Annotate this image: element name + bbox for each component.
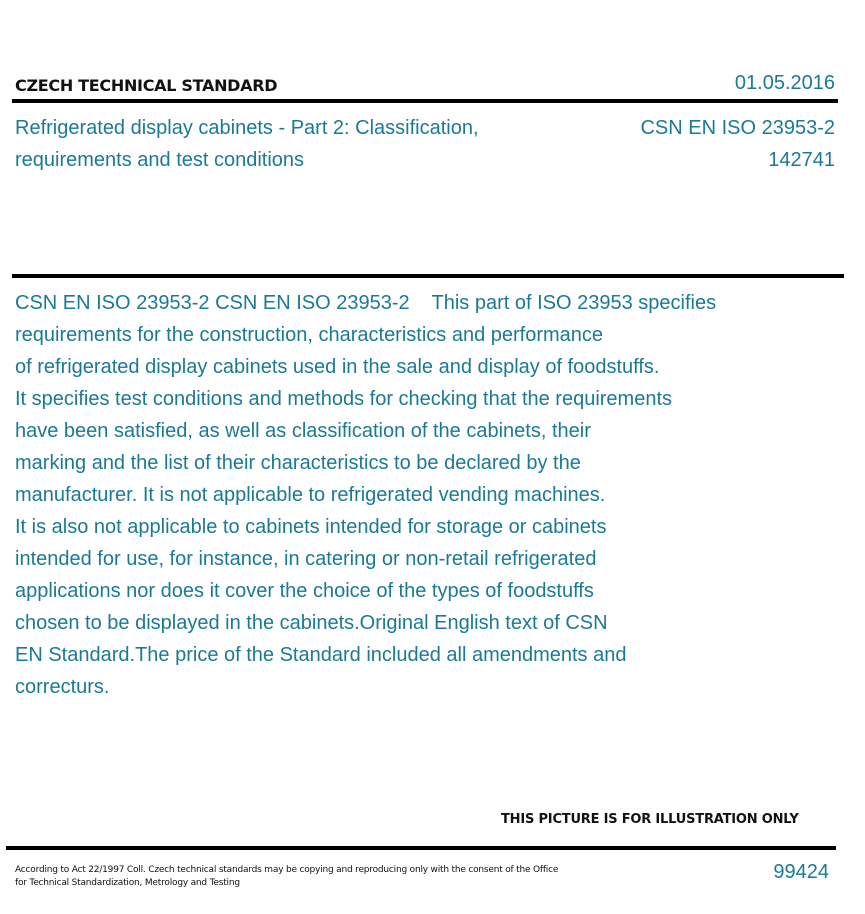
abstract-line: manufacturer. It is not applicable to refrigerated vending machines.	[15, 484, 606, 506]
abstract-line: chosen to be displayed in the cabinets.Original English text of CSN	[15, 612, 608, 634]
abstract-line: CSN EN ISO 23953-2 CSN EN ISO 23953-2 This part of ISO 23953 specifies	[15, 292, 717, 314]
legal-notice	[15, 864, 615, 890]
legal-notice-line: for Technical Standardization, Metrology and Testing	[15, 878, 240, 888]
abstract-line: intended for use, for instance, in catering or non-retail refrigerated	[15, 548, 597, 570]
standard-identifiers	[640, 112, 835, 176]
bottom-divider	[6, 846, 836, 850]
top-divider	[12, 99, 838, 103]
abstract-line: It is also not applicable to cabinets intended for storage or cabinets	[15, 516, 607, 538]
abstract-line: of refrigerated display cabinets used in the sale and display of foodstuffs.	[15, 356, 660, 378]
middle-divider	[12, 274, 844, 278]
abstract-line: marking and the list of their characteristics to be declared by the	[15, 452, 581, 474]
standard-code: CSN EN ISO 23953-2	[640, 117, 835, 139]
title-line: requirements and test conditions	[15, 149, 305, 171]
abstract-text	[15, 287, 795, 703]
document-number: 99424	[773, 861, 829, 883]
class-number: 142741	[768, 149, 835, 171]
abstract-line: It specifies test conditions and methods for checking that the requirements	[15, 388, 673, 410]
abstract-line: requirements for the construction, characteristics and performance	[15, 324, 604, 346]
title-line: Refrigerated display cabinets - Part 2: Classification,	[15, 117, 479, 139]
header-date: 01.05.2016	[734, 72, 835, 94]
illustration-notice: THIS PICTURE IS FOR ILLUSTRATION ONLY	[501, 812, 799, 827]
abstract-line: have been satisfied, as well as classification of the cabinets, their	[15, 420, 591, 442]
legal-notice-line: According to Act 22/1997 Coll. Czech technical standards may be copying and reproducing only with the consent of the Office	[15, 865, 559, 875]
abstract-line: EN Standard.The price of the Standard included all amendments and	[15, 644, 627, 666]
abstract-line: correcturs.	[15, 676, 110, 698]
header-label: CZECH TECHNICAL STANDARD	[15, 76, 278, 95]
abstract-line: applications nor does it cover the choice of the types of foodstuffs	[15, 580, 594, 602]
document-title	[15, 112, 555, 176]
